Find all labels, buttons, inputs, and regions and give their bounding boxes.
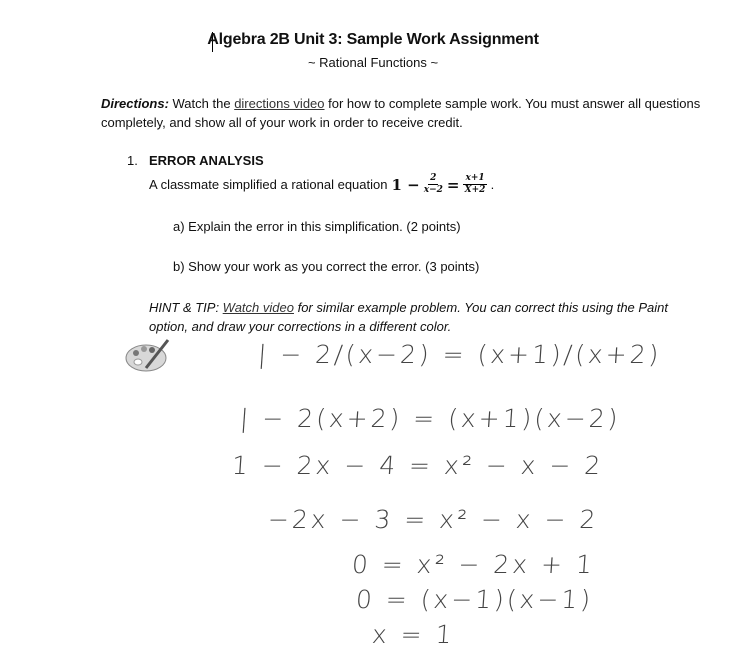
num: x+1: [465, 173, 485, 183]
question-number: 1.: [127, 153, 138, 168]
work-line-1: | − 2/(x−2) = (x+1)/(x+2): [256, 340, 663, 369]
watch-video-link[interactable]: Watch video: [222, 300, 294, 315]
num: 2: [430, 173, 437, 183]
eq-fraction-2: [463, 173, 486, 196]
work-line-4: −2x − 3 = x² − x − 2: [266, 505, 600, 534]
eq-equals: =: [446, 175, 460, 194]
part-a: a) Explain the error in this simplification. (2 points): [173, 219, 461, 234]
eq-fraction-1: [424, 173, 443, 196]
eq-one: 1 −: [391, 175, 420, 194]
work-line-2: | − 2(x+2) = (x+1)(x−2): [238, 404, 622, 433]
page-title: Algebra 2B Unit 3: Sample Work Assignment: [207, 31, 539, 48]
question-text: [149, 173, 494, 196]
question-prompt: A classmate simplified a rational equation: [149, 177, 388, 192]
question-title: ERROR ANALYSIS: [149, 153, 264, 168]
work-line-6: 0 = (x−1)(x−1): [354, 585, 595, 614]
paint-palette-icon[interactable]: [124, 336, 172, 381]
hint: [149, 298, 689, 336]
directions-video-link[interactable]: directions video: [234, 96, 325, 111]
work-line-7: x = 1: [370, 620, 456, 649]
hint-text: for similar example problem. You can correct this using the Paint option, and draw your corrections in a different color.: [149, 300, 669, 334]
page-subtitle: ~ Rational Functions ~: [307, 55, 439, 70]
part-b: b) Show your work as you correct the error. (3 points): [173, 259, 480, 274]
eq-period: .: [490, 177, 495, 192]
directions: [101, 95, 701, 132]
hint-label: HINT & TIP:: [149, 300, 223, 315]
den: x−2: [423, 185, 443, 195]
den: X+2: [464, 185, 486, 195]
directions-label: Directions:: [101, 96, 169, 111]
work-line-5: 0 = x² − 2x + 1: [350, 550, 596, 579]
work-line-3: 1 − 2x − 4 = x² − x − 2: [230, 451, 605, 480]
directions-text: Watch the: [168, 96, 235, 111]
directions-text-2: for how to complete sample work. You must answer all questions completely, and show all of your work in order to receive credit.: [101, 96, 701, 130]
